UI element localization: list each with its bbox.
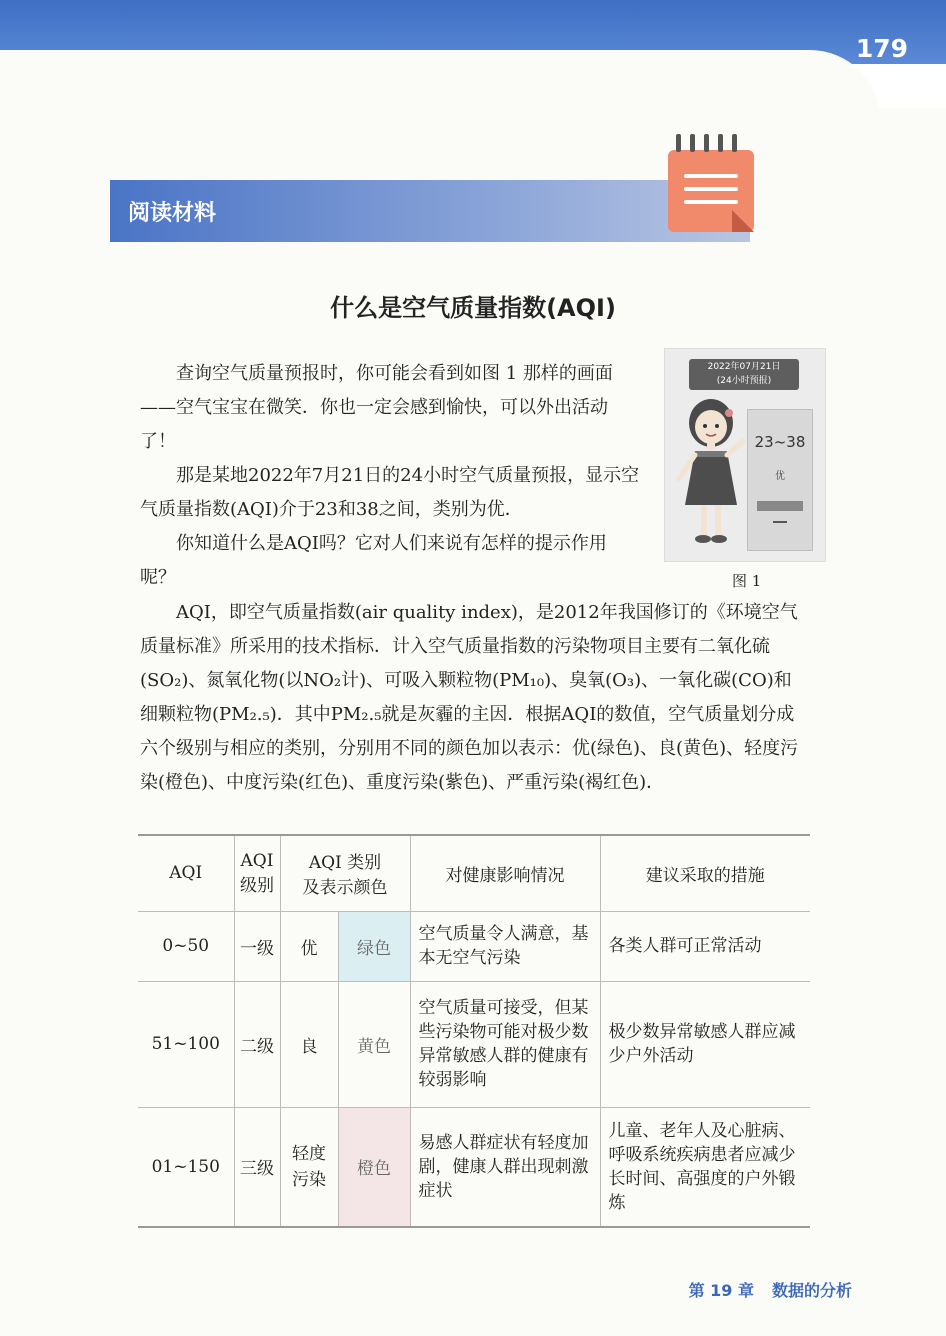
section-title: 阅读材料 xyxy=(128,201,217,226)
chapter-title: 数据的分析 xyxy=(771,1281,852,1300)
cell-aqi: 51~100 xyxy=(151,1034,220,1054)
paragraph-2: 那是某地2022年7月21日的24小时空气质量预报，显示空气质量指数(AQI)介于23和38之间，类别为优． xyxy=(140,465,640,520)
header-aqi: AQI xyxy=(169,863,203,884)
header-level: AQI 级别 xyxy=(234,835,280,911)
aqi-table xyxy=(138,834,810,1228)
forecast-date-label: 2022年07月21日 (24小时预报) xyxy=(689,359,799,390)
header-health: 对健康影响情况 xyxy=(410,835,600,911)
cell-level: 三级 xyxy=(234,1107,280,1227)
page-number: 179 xyxy=(855,34,908,63)
paragraph-3: 你知道什么是AQI吗？它对人们来说有怎样的提示作用呢？ xyxy=(140,533,607,588)
cell-color: 绿色 xyxy=(338,911,410,981)
header-measures: 建议采取的措施 xyxy=(600,835,810,911)
table-row xyxy=(138,1107,810,1227)
cell-category: 优 xyxy=(280,911,338,981)
cell-category: 良 xyxy=(280,981,338,1107)
intro-text xyxy=(140,357,640,595)
page-header xyxy=(0,0,946,108)
cell-measures: 各类人群可正常活动 xyxy=(600,911,810,981)
cell-level: 一级 xyxy=(234,911,280,981)
aqi-explanation xyxy=(140,596,806,800)
cell-measures: 极少数异常敏感人群应减少户外活动 xyxy=(600,981,810,1107)
cell-measures: 儿童、老年人及心脏病、呼吸系统疾病患者应减少长时间、高强度的户外锻炼 xyxy=(600,1107,810,1227)
notepad-rings-icon xyxy=(676,134,746,156)
cell-color: 黄色 xyxy=(338,981,410,1107)
cell-aqi: 0~50 xyxy=(162,936,210,956)
header-category: AQI 类别 及表示颜色 xyxy=(280,835,410,911)
table-row xyxy=(138,981,810,1107)
article-title: 什么是空气质量指数(AQI) xyxy=(330,294,616,322)
table-header-row xyxy=(138,835,810,911)
cell-category: 轻度污染 xyxy=(280,1107,338,1227)
figure-caption: 图 1 xyxy=(732,572,762,590)
air-baby-girl-icon xyxy=(673,393,749,557)
table-row xyxy=(138,911,810,981)
cell-health: 易感人群症状有轻度加剧，健康人群出现刺激症状 xyxy=(410,1107,600,1227)
cell-color: 橙色 xyxy=(338,1107,410,1227)
paragraph-1: 查询空气质量预报时，你可能会看到如图 1 那样的画面——空气宝宝在微笑．你也一定会感到愉快，可以外出活动了！ xyxy=(140,363,613,452)
cell-health: 空气质量令人满意，基本无空气污染 xyxy=(410,911,600,981)
notepad-icon xyxy=(668,150,754,232)
figure-1-illustration xyxy=(664,348,826,562)
cell-level: 二级 xyxy=(234,981,280,1107)
cell-health: 空气质量可接受，但某些污染物可能对极少数异常敏感人群的健康有较弱影响 xyxy=(410,981,600,1107)
chapter-number: 第 19 章 xyxy=(688,1281,754,1300)
paragraph-4: AQI，即空气质量指数(air quality index)，是2012年我国修订的《环境空气质量标准》所采用的技术指标．计入空气质量指数的污染物项目主要有二氧化硫(SO₂)、氮氧化物(以NO₂计)、可吸入颗粒物(PM₁₀)、臭氧(O₃)、一氧化碳(CO)和细颗粒物(PM₂.₅)．其中PM₂.₅就是灰霾的主因．根据AQI的数值，空气质量划分成六个级别与相应的类别，分别用不同的颜色加以表示：优(绿色)、良(黄色)、轻度污染(橙色)、中度污染(红色)、重度污染(紫色)、严重污染(褐红色)． xyxy=(140,602,799,793)
page-footer xyxy=(689,1278,852,1301)
forecast-range: 23~38 xyxy=(754,433,806,451)
cell-aqi: 01~150 xyxy=(151,1156,220,1177)
forecast-category: 优 xyxy=(775,471,785,482)
